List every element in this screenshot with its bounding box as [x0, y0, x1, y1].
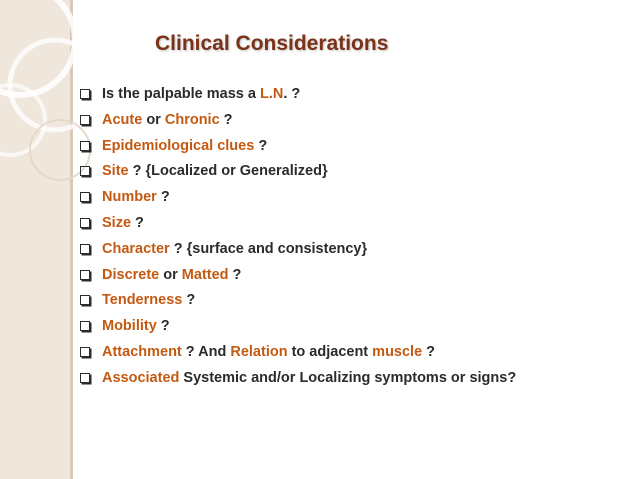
item-text: to adjacent: [287, 343, 373, 360]
highlighted-term: Site: [102, 163, 129, 180]
considerations-list: [80, 84, 600, 394]
highlighted-term: Number: [102, 189, 157, 206]
highlighted-term: Relation: [230, 343, 288, 360]
list-item: [80, 342, 600, 362]
checkbox-bullet-icon: [80, 141, 90, 151]
checkbox-bullet-icon: [80, 321, 90, 331]
checkbox-bullet-icon: [80, 244, 90, 254]
checkbox-bullet-icon: [80, 166, 90, 176]
item-text: ?: [228, 266, 242, 283]
highlighted-term: Attachment: [102, 343, 182, 360]
list-item: [80, 136, 600, 156]
list-item: [80, 161, 600, 181]
checkbox-bullet-icon: [80, 347, 90, 357]
list-item: [80, 110, 600, 130]
item-text: ?: [422, 343, 436, 360]
list-item: [80, 187, 600, 207]
highlighted-term: Size: [102, 214, 132, 231]
checkbox-bullet-icon: [80, 373, 90, 383]
list-item: [80, 368, 600, 388]
item-text: ? And: [181, 343, 231, 360]
highlighted-term: Discrete: [102, 266, 160, 283]
checkbox-bullet-icon: [80, 295, 90, 305]
item-text: ?: [156, 318, 170, 335]
highlighted-term: Epidemiological clues: [102, 137, 255, 154]
item-text: ?: [131, 214, 144, 231]
list-item: [80, 290, 600, 310]
checkbox-bullet-icon: [80, 192, 90, 202]
item-text: or: [142, 111, 165, 128]
item-text: ?: [182, 292, 196, 309]
highlighted-term: Acute: [102, 111, 143, 128]
checkbox-bullet-icon: [80, 270, 90, 280]
highlighted-term: Mobility: [102, 318, 157, 335]
highlighted-term: Chronic: [164, 111, 220, 128]
checkbox-bullet-icon: [80, 89, 90, 99]
highlighted-term: Tenderness: [102, 292, 183, 309]
item-text: ?: [156, 189, 170, 206]
item-text: ? {Localized or Generalized}: [128, 163, 328, 180]
checkbox-bullet-icon: [80, 115, 90, 125]
highlighted-term: muscle: [372, 343, 423, 360]
item-text: . ?: [283, 86, 301, 102]
list-item: [80, 239, 600, 259]
item-text: ?: [219, 111, 233, 128]
checkbox-bullet-icon: [80, 218, 90, 228]
highlighted-term: Matted: [181, 266, 229, 283]
highlighted-term: Associated: [102, 369, 180, 386]
item-text: ? {surface and consistency}: [169, 240, 368, 257]
item-text: Systemic and/or Localizing symptoms or signs?: [179, 369, 517, 386]
item-text: Is the palpable mass a: [102, 86, 260, 102]
list-item: [80, 265, 600, 285]
highlighted-term: Character: [102, 240, 170, 257]
slide-title: Clinical Considerations: [155, 32, 389, 55]
item-text: ?: [254, 137, 268, 154]
item-text: or: [159, 266, 182, 283]
list-item: [80, 84, 600, 104]
list-item: [80, 213, 600, 233]
highlighted-term: L.N: [259, 86, 284, 102]
list-item: [80, 316, 600, 336]
